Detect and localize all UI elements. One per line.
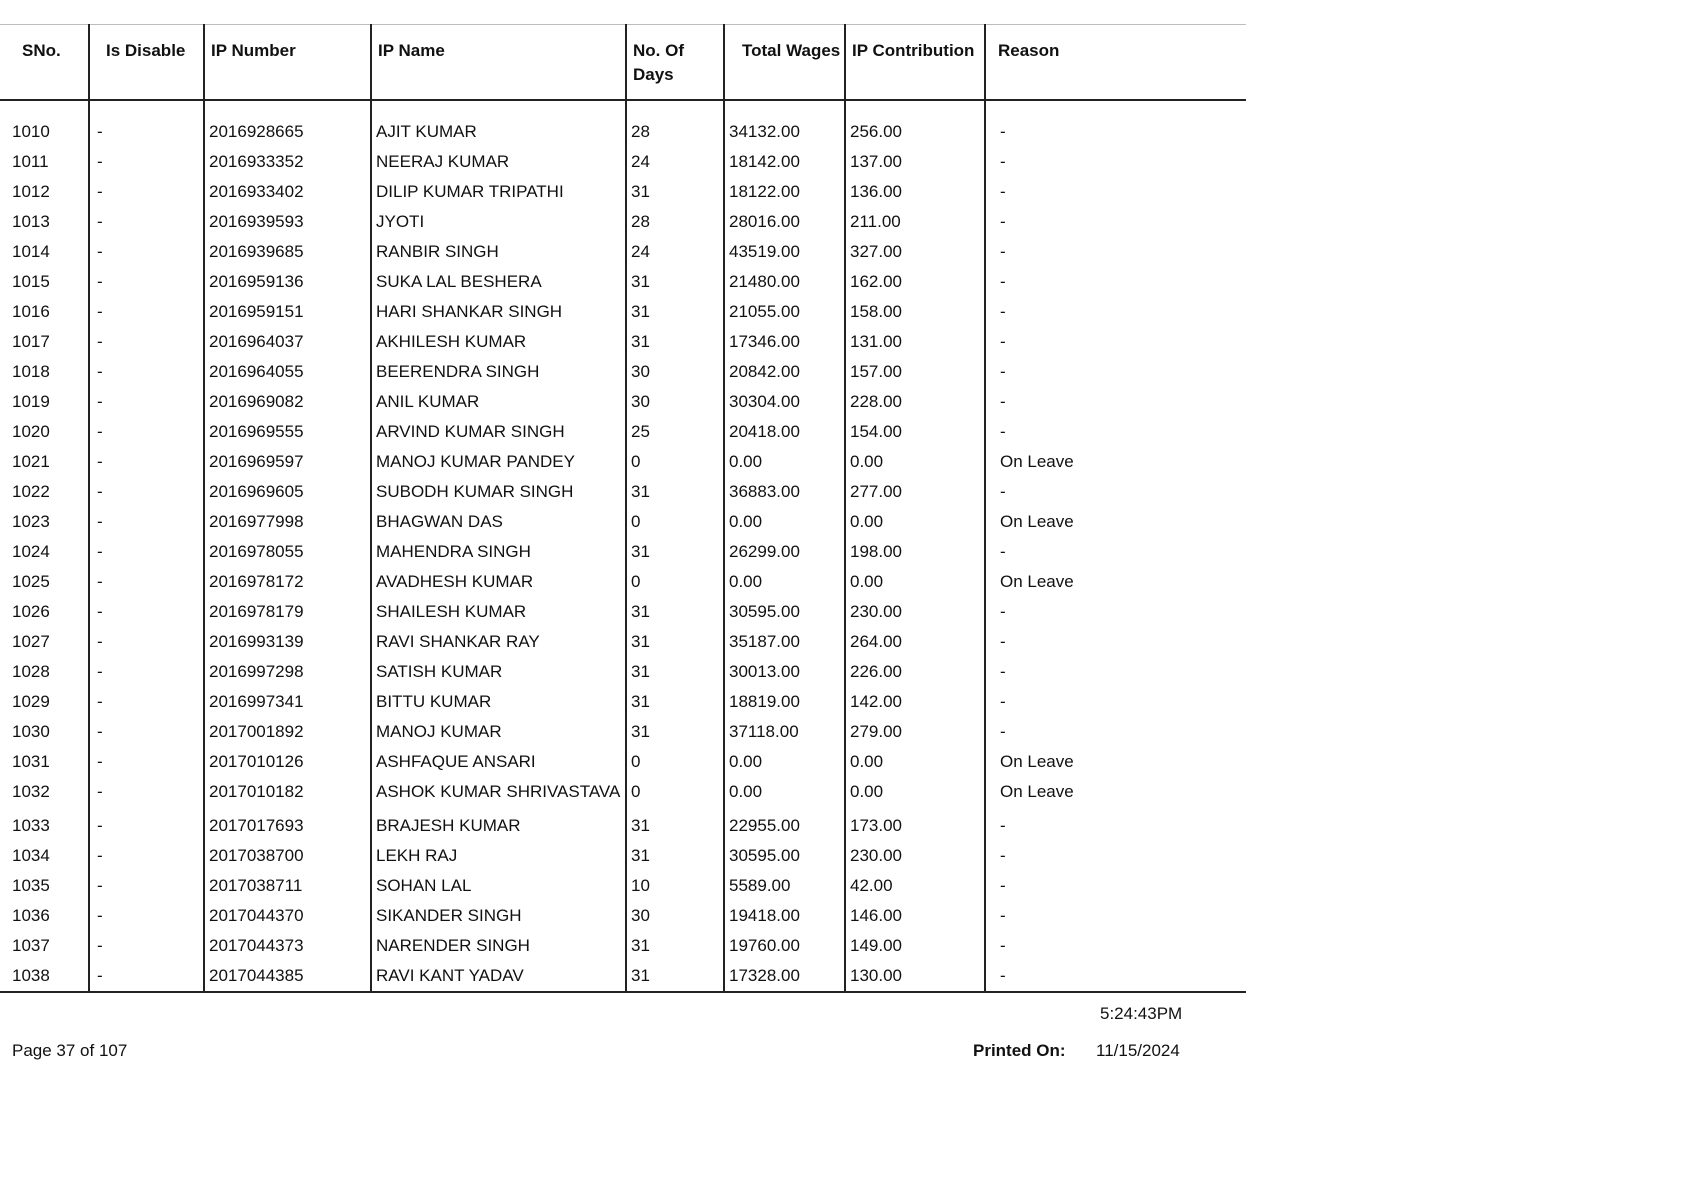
cell-ip-name: RANBIR SINGH bbox=[371, 237, 626, 267]
cell-total-wages: 36883.00 bbox=[724, 477, 845, 507]
cell-sno: 1025 bbox=[12, 572, 50, 591]
cell-is-disable: - bbox=[89, 627, 204, 657]
cell-ip-number: 2016978179 bbox=[204, 597, 371, 627]
cell-ip-number: 2016997298 bbox=[204, 657, 371, 687]
cell-is-disable: - bbox=[89, 961, 204, 992]
cell-is-disable: - bbox=[89, 237, 204, 267]
cell-ip-name: ASHFAQUE ANSARI bbox=[371, 747, 626, 777]
cell-ip-number: 2016969597 bbox=[204, 447, 371, 477]
cell-is-disable: - bbox=[89, 147, 204, 177]
cell-ip-number: 2017017693 bbox=[204, 811, 371, 841]
printed-on-date: 11/15/2024 bbox=[1096, 1041, 1180, 1060]
cell-total-wages: 28016.00 bbox=[724, 207, 845, 237]
cell-is-disable: - bbox=[89, 477, 204, 507]
cell-days: 31 bbox=[626, 841, 724, 871]
cell-days: 0 bbox=[626, 447, 724, 477]
cell-sno: 1031 bbox=[12, 752, 50, 771]
table-row bbox=[0, 207, 1246, 237]
cell-total-wages: 18142.00 bbox=[724, 147, 845, 177]
header-spacer-row bbox=[0, 100, 1246, 117]
table-row bbox=[0, 237, 1246, 267]
table-header bbox=[0, 25, 1246, 101]
cell-ip-contribution: 226.00 bbox=[845, 657, 985, 687]
cell-sno: 1015 bbox=[12, 272, 50, 291]
cell-ip-number: 2017010126 bbox=[204, 747, 371, 777]
cell-ip-number: 2017038711 bbox=[204, 871, 371, 901]
cell-ip-contribution: 0.00 bbox=[845, 567, 985, 597]
cell-ip-number: 2017044373 bbox=[204, 931, 371, 961]
cell-sno: 1024 bbox=[12, 542, 50, 561]
cell-ip-name: RAVI KANT YADAV bbox=[371, 961, 626, 992]
cell-days: 30 bbox=[626, 387, 724, 417]
cell-ip-name: BITTU KUMAR bbox=[371, 687, 626, 717]
header-total-wages: Total Wages bbox=[724, 25, 845, 101]
table-row bbox=[0, 147, 1246, 177]
cell-ip-name: SHAILESH KUMAR bbox=[371, 597, 626, 627]
cell-ip-contribution: 0.00 bbox=[845, 777, 985, 811]
cell-ip-name: ANIL KUMAR bbox=[371, 387, 626, 417]
cell-ip-name: NEERAJ KUMAR bbox=[371, 147, 626, 177]
cell-ip-name: NARENDER SINGH bbox=[371, 931, 626, 961]
table-row bbox=[0, 871, 1246, 901]
cell-is-disable: - bbox=[89, 327, 204, 357]
cell-sno: 1016 bbox=[12, 302, 50, 321]
cell-ip-contribution: 149.00 bbox=[845, 931, 985, 961]
cell-ip-number: 2016978172 bbox=[204, 567, 371, 597]
cell-days: 0 bbox=[626, 507, 724, 537]
cell-reason: - bbox=[985, 177, 1246, 207]
cell-is-disable: - bbox=[89, 567, 204, 597]
cell-ip-contribution: 136.00 bbox=[845, 177, 985, 207]
cell-ip-number: 2017044370 bbox=[204, 901, 371, 931]
cell-ip-name: SIKANDER SINGH bbox=[371, 901, 626, 931]
header-ip-name: IP Name bbox=[371, 25, 626, 101]
cell-reason: - bbox=[985, 207, 1246, 237]
cell-ip-name: MAHENDRA SINGH bbox=[371, 537, 626, 567]
cell-sno: 1037 bbox=[12, 936, 50, 955]
cell-ip-number: 2016964037 bbox=[204, 327, 371, 357]
cell-sno: 1027 bbox=[12, 632, 50, 651]
cell-ip-number: 2017044385 bbox=[204, 961, 371, 992]
table-row bbox=[0, 597, 1246, 627]
cell-ip-name: AKHILESH KUMAR bbox=[371, 327, 626, 357]
header-ip-contribution: IP Contribution bbox=[845, 25, 985, 101]
cell-ip-contribution: 277.00 bbox=[845, 477, 985, 507]
cell-total-wages: 0.00 bbox=[724, 447, 845, 477]
cell-total-wages: 0.00 bbox=[724, 507, 845, 537]
cell-is-disable: - bbox=[89, 417, 204, 447]
cell-ip-name: SUBODH KUMAR SINGH bbox=[371, 477, 626, 507]
cell-ip-number: 2016997341 bbox=[204, 687, 371, 717]
cell-ip-contribution: 137.00 bbox=[845, 147, 985, 177]
cell-days: 30 bbox=[626, 357, 724, 387]
cell-reason: On Leave bbox=[985, 447, 1246, 477]
cell-ip-contribution: 142.00 bbox=[845, 687, 985, 717]
table-row bbox=[0, 417, 1246, 447]
cell-days: 31 bbox=[626, 657, 724, 687]
table-row bbox=[0, 267, 1246, 297]
table-row bbox=[0, 627, 1246, 657]
cell-ip-name: RAVI SHANKAR RAY bbox=[371, 627, 626, 657]
cell-total-wages: 26299.00 bbox=[724, 537, 845, 567]
table-row bbox=[0, 961, 1246, 992]
cell-ip-contribution: 198.00 bbox=[845, 537, 985, 567]
table-row bbox=[0, 567, 1246, 597]
cell-reason: - bbox=[985, 597, 1246, 627]
cell-is-disable: - bbox=[89, 597, 204, 627]
contribution-report bbox=[0, 24, 1246, 993]
cell-total-wages: 0.00 bbox=[724, 747, 845, 777]
cell-sno: 1011 bbox=[12, 152, 49, 171]
cell-days: 31 bbox=[626, 327, 724, 357]
cell-days: 31 bbox=[626, 811, 724, 841]
cell-ip-name: LEKH RAJ bbox=[371, 841, 626, 871]
cell-reason: On Leave bbox=[985, 567, 1246, 597]
cell-is-disable: - bbox=[89, 507, 204, 537]
cell-reason: On Leave bbox=[985, 507, 1246, 537]
cell-ip-name: SATISH KUMAR bbox=[371, 657, 626, 687]
cell-sno: 1020 bbox=[12, 422, 50, 441]
cell-total-wages: 17328.00 bbox=[724, 961, 845, 992]
cell-reason: - bbox=[985, 717, 1246, 747]
cell-is-disable: - bbox=[89, 747, 204, 777]
cell-ip-contribution: 130.00 bbox=[845, 961, 985, 992]
cell-ip-number: 2016964055 bbox=[204, 357, 371, 387]
cell-ip-contribution: 230.00 bbox=[845, 841, 985, 871]
cell-ip-number: 2016969605 bbox=[204, 477, 371, 507]
cell-reason: - bbox=[985, 901, 1246, 931]
cell-ip-contribution: 162.00 bbox=[845, 267, 985, 297]
cell-ip-contribution: 228.00 bbox=[845, 387, 985, 417]
header-is-disable: Is Disable bbox=[89, 25, 204, 101]
cell-ip-name: AJIT KUMAR bbox=[371, 117, 626, 147]
cell-ip-number: 2016959136 bbox=[204, 267, 371, 297]
cell-ip-contribution: 211.00 bbox=[845, 207, 985, 237]
cell-reason: On Leave bbox=[985, 747, 1246, 777]
cell-total-wages: 0.00 bbox=[724, 777, 845, 811]
cell-ip-name: BEERENDRA SINGH bbox=[371, 357, 626, 387]
cell-total-wages: 30595.00 bbox=[724, 597, 845, 627]
header-sno: SNo. bbox=[0, 25, 89, 101]
cell-ip-contribution: 279.00 bbox=[845, 717, 985, 747]
cell-sno: 1012 bbox=[12, 182, 50, 201]
cell-days: 31 bbox=[626, 597, 724, 627]
cell-ip-name: SOHAN LAL bbox=[371, 871, 626, 901]
cell-total-wages: 0.00 bbox=[724, 567, 845, 597]
cell-ip-contribution: 158.00 bbox=[845, 297, 985, 327]
cell-reason: - bbox=[985, 627, 1246, 657]
cell-days: 31 bbox=[626, 477, 724, 507]
cell-ip-number: 2017001892 bbox=[204, 717, 371, 747]
cell-sno: 1014 bbox=[12, 242, 50, 261]
cell-ip-name: BRAJESH KUMAR bbox=[371, 811, 626, 841]
cell-ip-name: ARVIND KUMAR SINGH bbox=[371, 417, 626, 447]
cell-sno: 1029 bbox=[12, 692, 50, 711]
cell-ip-name: MANOJ KUMAR bbox=[371, 717, 626, 747]
cell-total-wages: 30304.00 bbox=[724, 387, 845, 417]
cell-is-disable: - bbox=[89, 117, 204, 147]
print-time: 5:24:43PM bbox=[1100, 1004, 1183, 1023]
cell-sno: 1032 bbox=[12, 782, 50, 801]
header-reason: Reason bbox=[985, 25, 1246, 101]
cell-sno: 1028 bbox=[12, 662, 50, 681]
cell-days: 0 bbox=[626, 747, 724, 777]
cell-is-disable: - bbox=[89, 931, 204, 961]
table-row bbox=[0, 327, 1246, 357]
cell-ip-number: 2016928665 bbox=[204, 117, 371, 147]
cell-ip-number: 2016933352 bbox=[204, 147, 371, 177]
cell-reason: On Leave bbox=[985, 777, 1246, 811]
cell-ip-number: 2016969555 bbox=[204, 417, 371, 447]
cell-days: 0 bbox=[626, 567, 724, 597]
table-row bbox=[0, 811, 1246, 841]
cell-reason: - bbox=[985, 117, 1246, 147]
cell-sno: 1034 bbox=[12, 846, 50, 865]
cell-is-disable: - bbox=[89, 657, 204, 687]
cell-days: 31 bbox=[626, 267, 724, 297]
cell-ip-name: AVADHESH KUMAR bbox=[371, 567, 626, 597]
cell-reason: - bbox=[985, 537, 1246, 567]
cell-ip-contribution: 157.00 bbox=[845, 357, 985, 387]
cell-is-disable: - bbox=[89, 177, 204, 207]
cell-sno: 1010 bbox=[12, 122, 50, 141]
table-row bbox=[0, 537, 1246, 567]
cell-total-wages: 21480.00 bbox=[724, 267, 845, 297]
cell-is-disable: - bbox=[89, 841, 204, 871]
cell-ip-number: 2017038700 bbox=[204, 841, 371, 871]
cell-reason: - bbox=[985, 327, 1246, 357]
cell-sno: 1033 bbox=[12, 816, 50, 835]
cell-ip-contribution: 154.00 bbox=[845, 417, 985, 447]
cell-ip-contribution: 256.00 bbox=[845, 117, 985, 147]
header-ip-number: IP Number bbox=[204, 25, 371, 101]
cell-is-disable: - bbox=[89, 717, 204, 747]
cell-sno: 1021 bbox=[12, 452, 50, 471]
cell-reason: - bbox=[985, 841, 1246, 871]
cell-days: 28 bbox=[626, 117, 724, 147]
cell-reason: - bbox=[985, 477, 1246, 507]
cell-total-wages: 21055.00 bbox=[724, 297, 845, 327]
table-row bbox=[0, 177, 1246, 207]
cell-days: 0 bbox=[626, 777, 724, 811]
cell-days: 31 bbox=[626, 177, 724, 207]
cell-days: 28 bbox=[626, 207, 724, 237]
cell-total-wages: 18122.00 bbox=[724, 177, 845, 207]
cell-reason: - bbox=[985, 871, 1246, 901]
cell-reason: - bbox=[985, 931, 1246, 961]
table-row bbox=[0, 747, 1246, 777]
cell-total-wages: 34132.00 bbox=[724, 117, 845, 147]
cell-days: 10 bbox=[626, 871, 724, 901]
cell-reason: - bbox=[985, 147, 1246, 177]
contribution-table bbox=[0, 24, 1246, 993]
cell-is-disable: - bbox=[89, 447, 204, 477]
cell-sno: 1036 bbox=[12, 906, 50, 925]
cell-sno: 1026 bbox=[12, 602, 50, 621]
cell-ip-number: 2016939685 bbox=[204, 237, 371, 267]
cell-ip-contribution: 230.00 bbox=[845, 597, 985, 627]
cell-ip-name: SUKA LAL BESHERA bbox=[371, 267, 626, 297]
cell-ip-contribution: 42.00 bbox=[845, 871, 985, 901]
cell-ip-contribution: 264.00 bbox=[845, 627, 985, 657]
cell-ip-contribution: 0.00 bbox=[845, 507, 985, 537]
cell-ip-name: DILIP KUMAR TRIPATHI bbox=[371, 177, 626, 207]
cell-ip-number: 2016978055 bbox=[204, 537, 371, 567]
table-row bbox=[0, 297, 1246, 327]
table-row bbox=[0, 777, 1246, 811]
cell-days: 31 bbox=[626, 297, 724, 327]
cell-ip-contribution: 146.00 bbox=[845, 901, 985, 931]
cell-ip-name: JYOTI bbox=[371, 207, 626, 237]
cell-sno: 1022 bbox=[12, 482, 50, 501]
header-no-of-days: No. Of Days bbox=[626, 25, 724, 101]
cell-total-wages: 22955.00 bbox=[724, 811, 845, 841]
cell-total-wages: 5589.00 bbox=[724, 871, 845, 901]
cell-ip-number: 2016969082 bbox=[204, 387, 371, 417]
table-row bbox=[0, 931, 1246, 961]
cell-is-disable: - bbox=[89, 537, 204, 567]
cell-total-wages: 20418.00 bbox=[724, 417, 845, 447]
cell-sno: 1023 bbox=[12, 512, 50, 531]
cell-days: 31 bbox=[626, 627, 724, 657]
cell-is-disable: - bbox=[89, 297, 204, 327]
cell-reason: - bbox=[985, 267, 1246, 297]
cell-ip-contribution: 0.00 bbox=[845, 747, 985, 777]
cell-total-wages: 43519.00 bbox=[724, 237, 845, 267]
cell-sno: 1038 bbox=[0, 961, 89, 992]
table-row bbox=[0, 387, 1246, 417]
cell-is-disable: - bbox=[89, 267, 204, 297]
cell-is-disable: - bbox=[89, 357, 204, 387]
cell-is-disable: - bbox=[89, 811, 204, 841]
cell-is-disable: - bbox=[89, 387, 204, 417]
cell-reason: - bbox=[985, 961, 1246, 992]
cell-days: 31 bbox=[626, 537, 724, 567]
cell-total-wages: 35187.00 bbox=[724, 627, 845, 657]
cell-ip-number: 2016939593 bbox=[204, 207, 371, 237]
cell-is-disable: - bbox=[89, 207, 204, 237]
table-row bbox=[0, 357, 1246, 387]
cell-is-disable: - bbox=[89, 871, 204, 901]
cell-sno: 1035 bbox=[12, 876, 50, 895]
cell-reason: - bbox=[985, 387, 1246, 417]
cell-days: 30 bbox=[626, 901, 724, 931]
table-row bbox=[0, 507, 1246, 537]
table-row bbox=[0, 901, 1246, 931]
cell-total-wages: 30595.00 bbox=[724, 841, 845, 871]
cell-reason: - bbox=[985, 417, 1246, 447]
cell-days: 24 bbox=[626, 237, 724, 267]
table-row bbox=[0, 117, 1246, 147]
table-row bbox=[0, 657, 1246, 687]
cell-total-wages: 19418.00 bbox=[724, 901, 845, 931]
cell-ip-number: 2016993139 bbox=[204, 627, 371, 657]
cell-sno: 1017 bbox=[12, 332, 50, 351]
cell-total-wages: 19760.00 bbox=[724, 931, 845, 961]
cell-total-wages: 18819.00 bbox=[724, 687, 845, 717]
cell-reason: - bbox=[985, 237, 1246, 267]
cell-total-wages: 17346.00 bbox=[724, 327, 845, 357]
table-row bbox=[0, 477, 1246, 507]
table-row bbox=[0, 687, 1246, 717]
cell-is-disable: - bbox=[89, 777, 204, 811]
cell-is-disable: - bbox=[89, 687, 204, 717]
cell-reason: - bbox=[985, 357, 1246, 387]
cell-ip-name: BHAGWAN DAS bbox=[371, 507, 626, 537]
table-row bbox=[0, 447, 1246, 477]
cell-days: 31 bbox=[626, 931, 724, 961]
cell-reason: - bbox=[985, 811, 1246, 841]
cell-ip-number: 2016977998 bbox=[204, 507, 371, 537]
printed-on-label: Printed On: bbox=[973, 1041, 1066, 1060]
cell-ip-number: 2016933402 bbox=[204, 177, 371, 207]
cell-total-wages: 37118.00 bbox=[724, 717, 845, 747]
cell-ip-contribution: 131.00 bbox=[845, 327, 985, 357]
page-number: Page 37 of 107 bbox=[12, 1041, 128, 1060]
cell-ip-number: 2016959151 bbox=[204, 297, 371, 327]
cell-days: 24 bbox=[626, 147, 724, 177]
cell-ip-contribution: 0.00 bbox=[845, 447, 985, 477]
cell-reason: - bbox=[985, 657, 1246, 687]
cell-ip-contribution: 327.00 bbox=[845, 237, 985, 267]
cell-days: 31 bbox=[626, 961, 724, 992]
cell-days: 31 bbox=[626, 717, 724, 747]
cell-days: 25 bbox=[626, 417, 724, 447]
cell-sno: 1030 bbox=[12, 722, 50, 741]
cell-sno: 1018 bbox=[12, 362, 50, 381]
cell-ip-name: ASHOK KUMAR SHRIVASTAVA bbox=[371, 777, 626, 811]
cell-reason: - bbox=[985, 687, 1246, 717]
cell-total-wages: 20842.00 bbox=[724, 357, 845, 387]
cell-is-disable: - bbox=[89, 901, 204, 931]
cell-sno: 1013 bbox=[12, 212, 50, 231]
table-row bbox=[0, 717, 1246, 747]
cell-ip-name: MANOJ KUMAR PANDEY bbox=[371, 447, 626, 477]
cell-ip-name: HARI SHANKAR SINGH bbox=[371, 297, 626, 327]
table-row bbox=[0, 841, 1246, 871]
cell-total-wages: 30013.00 bbox=[724, 657, 845, 687]
cell-reason: - bbox=[985, 297, 1246, 327]
cell-sno: 1019 bbox=[12, 392, 50, 411]
cell-ip-number: 2017010182 bbox=[204, 777, 371, 811]
cell-days: 31 bbox=[626, 687, 724, 717]
table-body bbox=[0, 100, 1246, 992]
cell-ip-contribution: 173.00 bbox=[845, 811, 985, 841]
